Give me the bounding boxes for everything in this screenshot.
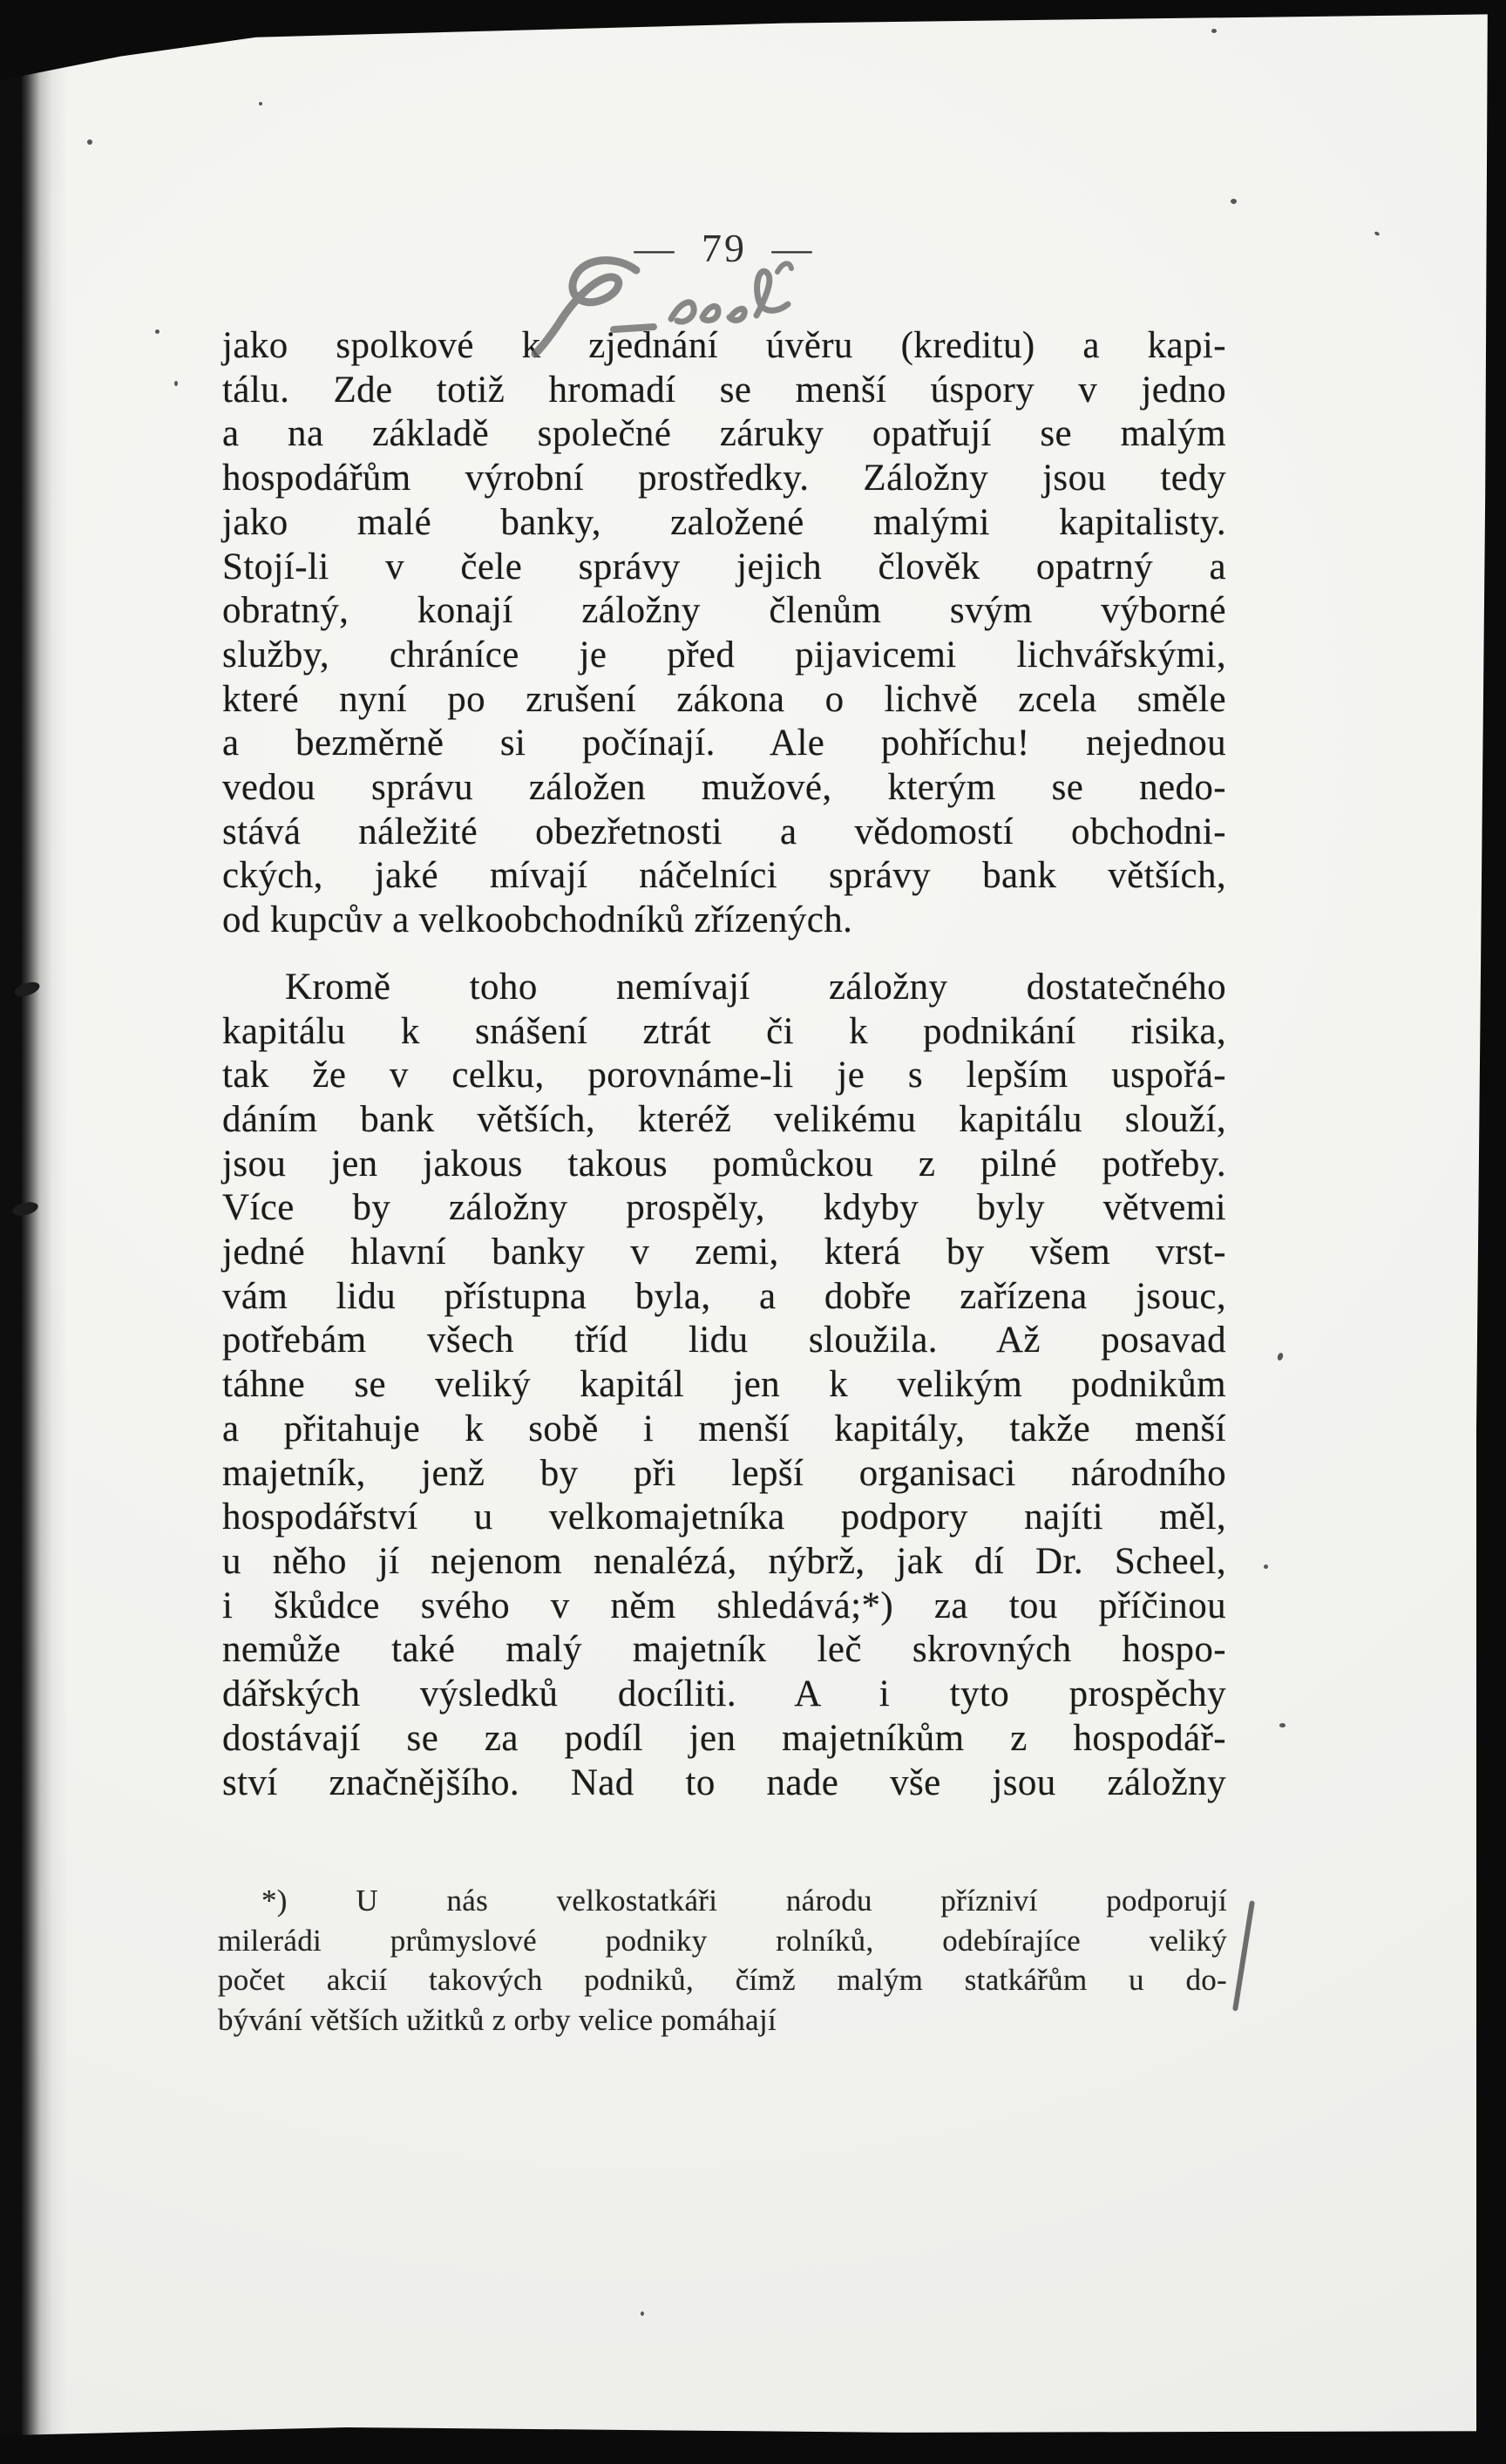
text-line: kapitálu k snášení ztrát či k podnikání risika, xyxy=(222,1010,1226,1052)
footnote-line: *) U nás velkostatkáři národu přízniví podporují xyxy=(261,1884,1227,1918)
text-line: dáním bank větších, kteréž velikému kapitálu slouží, xyxy=(222,1098,1226,1140)
scan-border-right xyxy=(1476,0,1506,2464)
text-line: od kupcův a velkoobchodníků zřízených. xyxy=(222,899,853,941)
text-line: táhne se veliký kapitál jen k velikým podnikům xyxy=(222,1364,1226,1406)
text-line: i škůdce svého v něm shledává;*) za tou příčinou xyxy=(222,1585,1226,1626)
footnote-line: počet akcií takových podniků, čímž malým statkářům u do- xyxy=(218,1963,1227,1997)
text-line: majetník, jenž by při lepší organisaci národního xyxy=(222,1452,1226,1494)
text-line: dářských výsledků docíliti. A i tyto prospěchy xyxy=(222,1673,1226,1715)
text-line: vám lidu přístupna byla, a dobře zařízena jsouc, xyxy=(222,1275,1226,1317)
dust-speck xyxy=(1277,1352,1285,1361)
text-line: hospodářům výrobní prostředky. Záložny jsou tedy xyxy=(222,458,1226,499)
text-line: tak že v celku, porovnáme-li je s lepším uspořá- xyxy=(222,1055,1226,1096)
scan-border-left-gutter xyxy=(0,0,68,2464)
text-line: obratný, konají záložny členům svým výborné xyxy=(222,590,1226,632)
text-line: potřebám všech tříd lidu sloužila. Až posavad xyxy=(222,1320,1226,1361)
handwritten-signature xyxy=(530,253,817,368)
dust-speck xyxy=(174,381,178,386)
text-line: nemůže také malý majetník leč skrovných hospo- xyxy=(222,1629,1226,1671)
text-line: jsou jen jakous takous pomůckou z pilné potřeby. xyxy=(222,1143,1226,1184)
text-line: služby, chráníce je před pijavicemi lichvářskými, xyxy=(222,634,1226,675)
dust-speck xyxy=(1374,231,1380,236)
dust-speck xyxy=(1231,199,1237,204)
dust-speck xyxy=(259,102,262,105)
text-line: a přitahuje k sobě i menší kapitály, takže menší xyxy=(222,1408,1226,1449)
text-line: ství značnějšího. Nad to nade vše jsou záložny xyxy=(222,1761,1226,1803)
text-line: dostávají se za podíl jen majetníkům z hospodář- xyxy=(222,1717,1226,1759)
paragraph-1 xyxy=(222,324,1226,943)
text-line: tálu. Zde totiž hromadí se menší úspory v jedno xyxy=(222,369,1226,411)
dust-speck xyxy=(1264,1565,1268,1569)
dust-speck xyxy=(1279,1723,1286,1728)
text-line: u něho jí nejenom nenalézá, nýbrž, jak dí Dr. Scheel, xyxy=(222,1540,1226,1582)
footnote xyxy=(218,1881,1227,2040)
scan-border-bottom xyxy=(0,2427,1506,2464)
text-line: jedné hlavní banky v zemi, která by všem vrst- xyxy=(222,1232,1226,1273)
text-line: Více by záložny prospěly, kdyby byly větvemi xyxy=(222,1187,1226,1229)
pencil-margin-mark xyxy=(1232,1900,1255,2011)
body-text xyxy=(222,324,1226,1805)
dust-speck xyxy=(641,2311,644,2316)
footnote-line: milerádi průmyslové podniky rolníků, odebírajíce veliký xyxy=(218,1923,1227,1958)
text-line: jako spolkové k zjednání úvěru (kreditu) a kapi- xyxy=(222,325,1226,366)
text-line: hospodářství u velkomajetníka podpory najíti měl, xyxy=(222,1497,1226,1538)
text-line: vedou správu záložen mužové, kterým se nedo- xyxy=(222,767,1226,809)
dust-speck xyxy=(87,139,92,145)
page-number-header: — 79 — xyxy=(634,226,815,270)
scan-border-top xyxy=(0,0,1506,83)
dust-speck xyxy=(1211,29,1217,33)
signature-strokes xyxy=(530,253,817,368)
text-line: a na základě společné záruky opatřují se malým xyxy=(222,413,1226,455)
text-line: Stojí-li v čele správy jejich člověk opatrný a xyxy=(222,546,1226,587)
dust-speck xyxy=(155,329,159,334)
text-line: ckých, jaké mívají náčelníci správy bank větších, xyxy=(222,855,1226,897)
text-line: stává náležité obezřetnosti a vědomostí obchodni- xyxy=(222,811,1226,852)
footnote-line: bývání větších užitků z orby velice pomáhají xyxy=(218,2002,777,2037)
text-line: a bezměrně si počínají. Ale pohříchu! nejednou xyxy=(222,723,1226,764)
text-line: které nyní po zrušení zákona o lichvě zcela směle xyxy=(222,678,1226,720)
paragraph-2 xyxy=(222,966,1226,1805)
text-line: Kromě toho nemívají záložny dostatečného xyxy=(285,966,1226,1008)
text-line: jako malé banky, založené malými kapitalisty. xyxy=(222,501,1226,543)
